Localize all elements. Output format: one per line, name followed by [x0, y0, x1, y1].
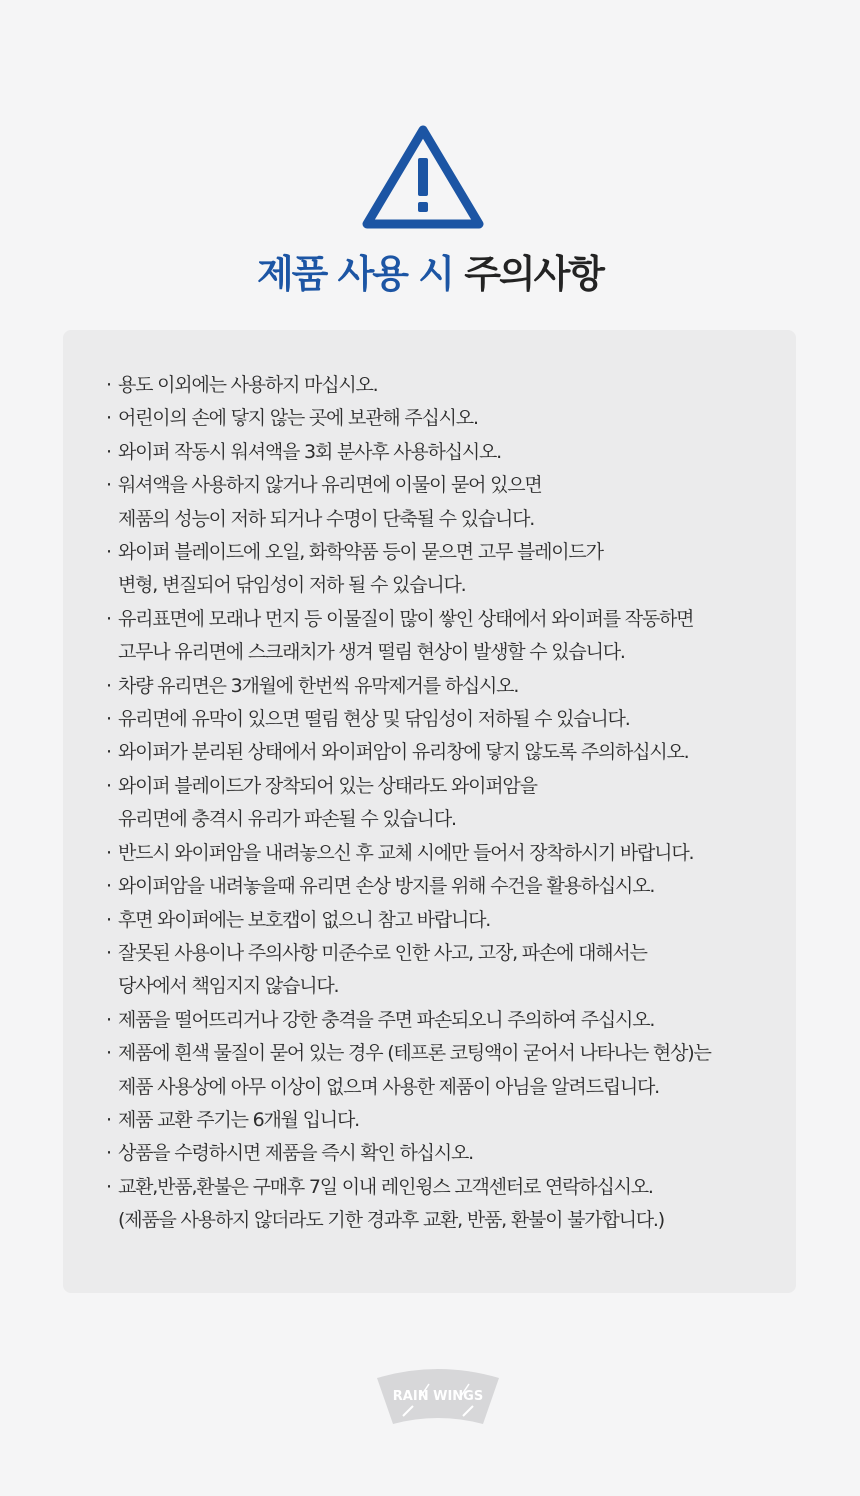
notice-text: [118, 770, 537, 837]
notice-item: [106, 1037, 796, 1104]
notice-item: [106, 736, 796, 769]
bullet: ·: [106, 708, 111, 731]
bullet: ·: [106, 741, 111, 764]
bullet: ·: [106, 374, 111, 396]
notice-line: 상품을 수령하시면 제품을 즉시 확인 하십시오.: [118, 1142, 473, 1165]
notice-item: [106, 904, 796, 937]
notice-text: [118, 736, 689, 769]
notice-text: [118, 1137, 473, 1170]
notice-item: [106, 436, 796, 469]
notice-line: 제품에 흰색 물질이 묻어 있는 경우 (테프론 코팅액이 굳어서 나타나는 현상)는: [118, 1042, 711, 1065]
notice-text: [118, 603, 693, 670]
notice-text: [118, 937, 647, 1004]
notice-item: [106, 937, 796, 1004]
notice-line: 와이퍼 블레이드가 장착되어 있는 상태라도 와이퍼암을: [118, 774, 537, 797]
notice-item: [106, 870, 796, 903]
notice-item: [106, 1137, 796, 1170]
notice-item: [106, 469, 796, 536]
notice-text: [118, 870, 654, 903]
notice-item: [106, 369, 796, 402]
notice-text: [118, 1037, 711, 1104]
notice-text: [118, 402, 478, 435]
notice-line: 와이퍼 작동시 워셔액을 3회 분사후 사용하십시오.: [118, 440, 502, 463]
notice-line: 와이퍼가 분리된 상태에서 와이퍼암이 유리창에 닿지 않도록 주의하십시오.: [118, 741, 689, 764]
bullet: ·: [106, 841, 111, 864]
rain-wings-logo: [375, 1366, 501, 1428]
bullet: ·: [106, 440, 111, 463]
notice-line: 제품의 성능이 저하 되거나 수명이 단축될 수 있습니다.: [118, 507, 535, 530]
notice-text: [118, 1171, 664, 1238]
title-rest: 주의사항: [464, 252, 604, 296]
bullet: ·: [106, 474, 111, 497]
notice-text: [118, 1004, 654, 1037]
notice-item: [106, 536, 796, 603]
notice-line: 제품을 떨어뜨리거나 강한 충격을 주면 파손되오니 주의하여 주십시오.: [118, 1008, 655, 1031]
notice-item: [106, 670, 796, 703]
notice-line: (제품을 사용하지 않더라도 기한 경과후 교환, 반품, 환불이 불가합니다.): [118, 1209, 664, 1232]
bullet: ·: [106, 674, 111, 697]
bullet: ·: [106, 1008, 111, 1031]
bullet: ·: [106, 1042, 111, 1065]
notice-text: [118, 536, 603, 603]
notice-line: 제품 사용상에 아무 이상이 없으며 사용한 제품이 아님을 알려드립니다.: [118, 1075, 660, 1098]
notice-list: [106, 369, 796, 1238]
notice-item: [106, 603, 796, 670]
notice-line: 반드시 와이퍼암을 내려놓으신 후 교체 시에만 들어서 장착하시기 바랍니다.: [118, 841, 694, 864]
notice-line: 어린이의 손에 닿지 않는 곳에 보관해 주십시오.: [118, 407, 478, 430]
notice-item: [106, 770, 796, 837]
bullet: ·: [106, 1108, 111, 1131]
notice-line: 유리면에 충격시 유리가 파손될 수 있습니다.: [118, 808, 456, 831]
bullet: ·: [106, 941, 111, 964]
notice-item: [106, 1004, 796, 1037]
notice-line: 와이퍼암을 내려놓을때 유리면 손상 방지를 위해 수건을 활용하십시오.: [118, 875, 655, 898]
notice-text: [118, 436, 501, 469]
notice-line: 유리표면에 모래나 먼지 등 이물질이 많이 쌓인 상태에서 와이퍼를 작동하면: [118, 607, 694, 630]
notice-box: [63, 330, 796, 1293]
bullet: ·: [106, 607, 111, 630]
bullet: ·: [106, 407, 111, 430]
page-title: [0, 244, 860, 304]
notice-line: 당사에서 책임지지 않습니다.: [118, 975, 339, 998]
notice-text: [118, 904, 490, 937]
notice-item: [106, 1171, 796, 1238]
notice-item: [106, 703, 796, 736]
logo-text: RAIN WINGS: [392, 1389, 484, 1404]
bullet: ·: [106, 908, 111, 931]
notice-item: [106, 837, 796, 870]
title-accent: 제품 사용 시: [256, 252, 453, 296]
notice-line: 잘못된 사용이나 주의사항 미준수로 인한 사고, 고장, 파손에 대해서는: [118, 941, 647, 964]
notice-line: 유리면에 유막이 있으면 떨림 현상 및 닦임성이 저하될 수 있습니다.: [118, 708, 630, 731]
notice-line: 차량 유리면은 3개월에 한번씩 유막제거를 하십시오.: [118, 674, 519, 697]
bullet: ·: [106, 1175, 111, 1198]
notice-text: [118, 369, 378, 402]
notice-line: 고무나 유리면에 스크래치가 생겨 떨림 현상이 발생할 수 있습니다.: [118, 641, 625, 664]
notice-item: [106, 1104, 796, 1137]
notice-line: 와이퍼 블레이드에 오일, 화학약품 등이 묻으면 고무 블레이드가: [118, 541, 603, 564]
notice-line: 용도 이외에는 사용하지 마십시오.: [118, 374, 378, 396]
notice-line: 후면 와이퍼에는 보호캡이 없으니 참고 바랍니다.: [118, 908, 491, 931]
bullet: ·: [106, 541, 111, 564]
notice-text: [118, 837, 693, 870]
notice-line: 교환,반품,환불은 구매후 7일 이내 레인윙스 고객센터로 연락하십시오.: [118, 1175, 653, 1198]
notice-text: [118, 1104, 359, 1137]
warning-triangle-icon: [359, 120, 487, 232]
notice-text: [118, 670, 518, 703]
notice-text: [118, 469, 542, 536]
notice-line: 변형, 변질되어 닦임성이 저하 될 수 있습니다.: [118, 574, 466, 597]
notice-line: 워셔액을 사용하지 않거나 유리면에 이물이 묻어 있으면: [118, 474, 542, 497]
notice-line: 제품 교환 주기는 6개월 입니다.: [118, 1108, 359, 1131]
notice-item: [106, 402, 796, 435]
bullet: ·: [106, 1142, 111, 1165]
bullet: ·: [106, 774, 111, 797]
bullet: ·: [106, 875, 111, 898]
notice-text: [118, 703, 630, 736]
